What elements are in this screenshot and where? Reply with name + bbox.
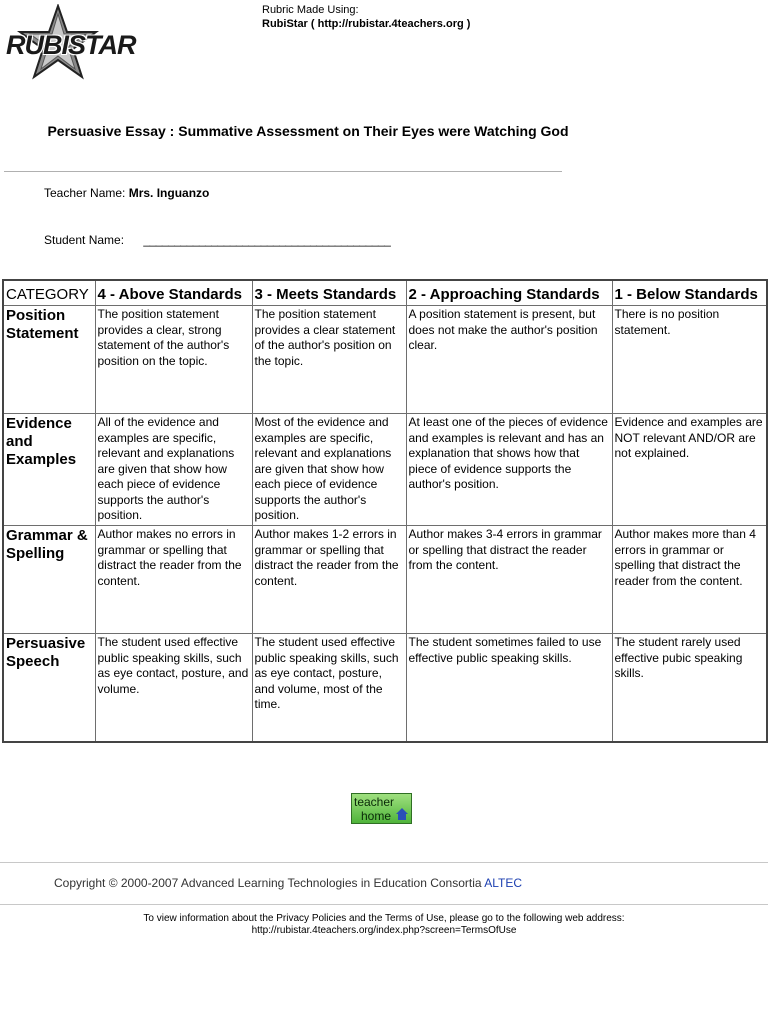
student-name-label: Student Name: (44, 233, 125, 247)
table-row (3, 414, 767, 526)
criteria-cell: The student used effective public speaking skills, such as eye contact, posture, and volume, most of the time. (252, 634, 406, 743)
divider (0, 904, 768, 905)
made-using-label: Rubric Made Using: (262, 4, 359, 16)
criteria-cell: The student rarely used effective pubic speaking skills. (612, 634, 767, 743)
column-header: 4 - Above Standards (95, 280, 252, 306)
rubistar-site-line: RubiStar ( http://rubistar.4teachers.org ) (262, 18, 471, 30)
column-header: 1 - Below Standards (612, 280, 767, 306)
teacher-home-button[interactable] (351, 793, 412, 824)
column-header: 3 - Meets Standards (252, 280, 406, 306)
criteria-cell: At least one of the pieces of evidence and examples is relevant and has an explanation that shows how that piece of evidence supports the author's position. (406, 414, 612, 526)
rubric-title: Persuasive Essay : Summative Assessment on Their Eyes were Watching God (47, 123, 569, 139)
criteria-cell: Author makes 3-4 errors in grammar or spelling that distract the reader from the content. (406, 526, 612, 634)
category-cell: Position Statement (3, 306, 95, 414)
criteria-cell: There is no position statement. (612, 306, 767, 414)
column-header: 2 - Approaching Standards (406, 280, 612, 306)
teacher-name-value: Mrs. Inguanzo (128, 186, 210, 200)
privacy-notice (0, 913, 768, 937)
criteria-cell: A position statement is present, but does not make the author's position clear. (406, 306, 612, 414)
divider (4, 171, 562, 172)
category-cell: Evidence and Examples (3, 414, 95, 526)
teacher-name-label: Teacher Name: (44, 186, 126, 200)
criteria-cell: Author makes no errors in grammar or spelling that distract the reader from the content. (95, 526, 252, 634)
terms-url: http://rubistar.4teachers.org/index.php?screen=TermsOfUse (251, 925, 517, 936)
criteria-cell: The student used effective public speaking skills, such as eye contact, posture, and volume. (95, 634, 252, 743)
made-using-block (262, 3, 470, 31)
criteria-cell: All of the evidence and examples are specific, relevant and explanations are given that show how each piece of evidence supports the author's position. (95, 414, 252, 526)
criteria-cell: The position statement provides a clear statement of the author's position on the topic. (252, 306, 406, 414)
criteria-cell: The student sometimes failed to use effective public speaking skills. (406, 634, 612, 743)
criteria-cell: Evidence and examples are NOT relevant AND/OR are not explained. (612, 414, 767, 526)
rubistar-logo (4, 4, 136, 80)
student-name-blank: ________________________________________ (143, 233, 391, 247)
teacher-home-line1: teacher (354, 795, 395, 809)
copyright-line (54, 876, 522, 890)
criteria-cell: Author makes 1-2 errors in grammar or spelling that distract the reader from the content. (252, 526, 406, 634)
table-row (3, 526, 767, 634)
criteria-cell: Author makes more than 4 errors in grammar or spelling that distract the reader from the content. (612, 526, 767, 634)
criteria-cell: Most of the evidence and examples are specific, relevant and explanations are given that show how each piece of evidence supports the author's position. (252, 414, 406, 526)
table-row (3, 634, 767, 743)
privacy-text: To view information about the Privacy Policies and the Terms of Use, please go to the following web address: (143, 913, 625, 924)
teacher-name-row (44, 186, 209, 200)
student-name-row (44, 233, 390, 247)
rubric-table (2, 279, 768, 743)
house-icon (396, 808, 408, 820)
table-row (3, 306, 767, 414)
criteria-cell: The position statement provides a clear, strong statement of the author's position on the topic. (95, 306, 252, 414)
teacher-home-line2: home (361, 809, 392, 823)
logo-wordmark: RUBISTAR (6, 30, 136, 60)
copyright-text: Copyright © 2000-2007 Advanced Learning Technologies in Education Consortia (54, 876, 482, 890)
table-header-row (3, 280, 767, 306)
altec-link[interactable]: ALTEC (484, 876, 523, 890)
category-cell: Persuasive Speech (3, 634, 95, 743)
divider (0, 862, 768, 863)
column-header: CATEGORY (3, 280, 95, 306)
category-cell: Grammar & Spelling (3, 526, 95, 634)
